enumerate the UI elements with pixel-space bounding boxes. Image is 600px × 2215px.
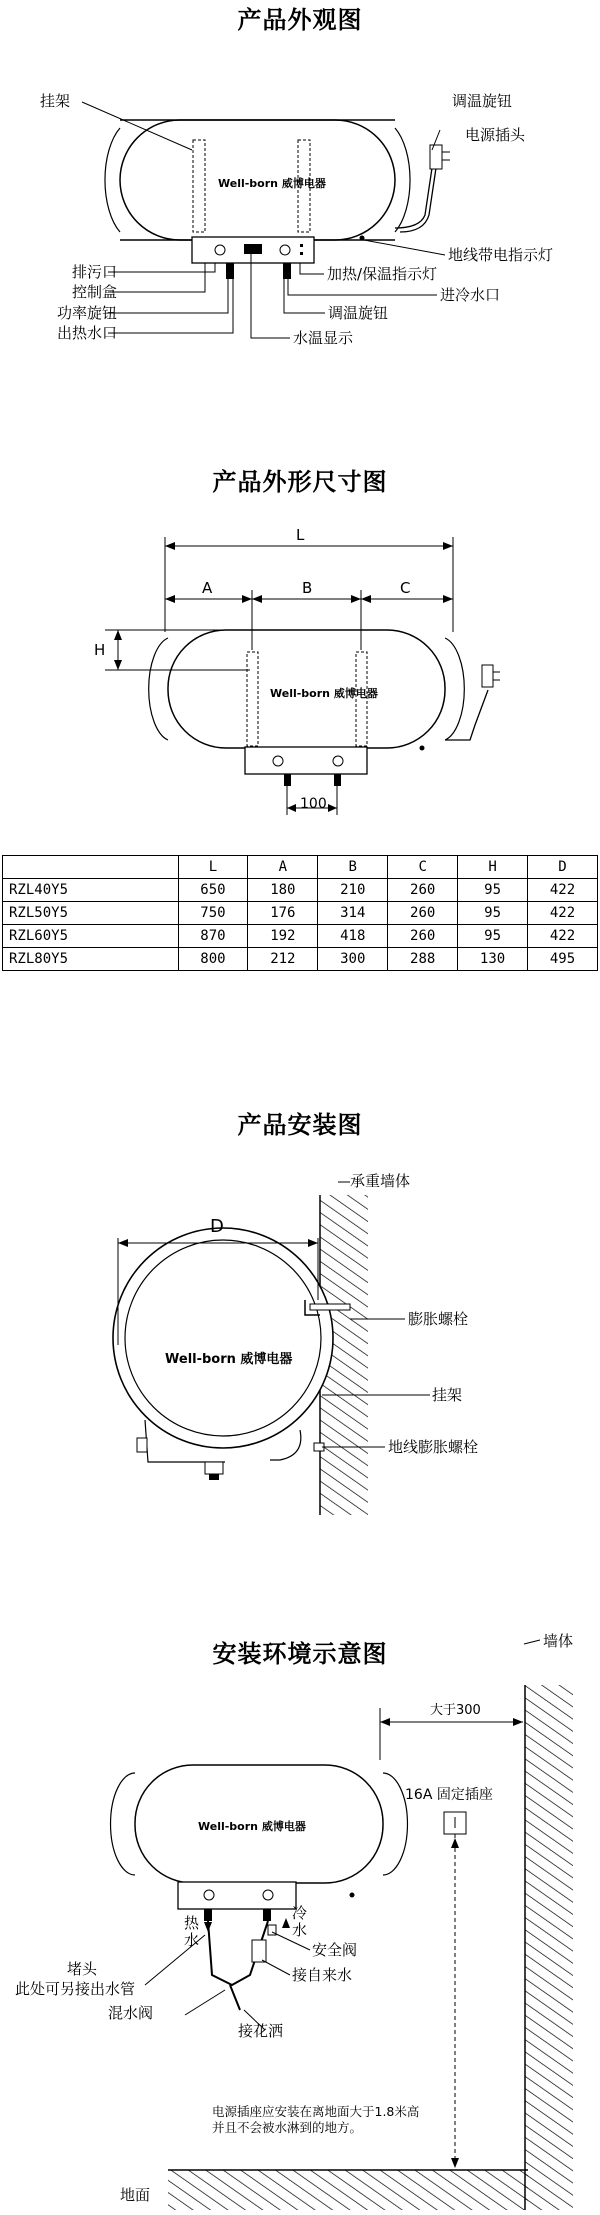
table-cell: 650 — [178, 879, 248, 902]
table-cell: 95 — [458, 902, 528, 925]
label-drain: 排污口 — [72, 263, 118, 281]
table-cell: 422 — [528, 925, 598, 948]
label-gap: 大于300 — [430, 1703, 481, 1718]
label-power-knob: 功率旋钮 — [57, 304, 118, 322]
dim-L: L — [296, 526, 305, 544]
table-cell: 260 — [388, 879, 458, 902]
table-cell: 288 — [388, 948, 458, 971]
dim-H: H — [94, 641, 106, 659]
spec-table — [2, 855, 598, 971]
label-hanger: 挂架 — [40, 92, 71, 110]
label-safety-valve: 安全阀 — [312, 1941, 358, 1959]
label-power-plug: 电源插头 — [465, 126, 526, 144]
appearance-title: 产品外观图 — [237, 6, 363, 34]
dim-D: D — [210, 1216, 224, 1237]
appearance-brand-logo: Well-born 威博电器 — [218, 177, 326, 190]
label-control-box: 控制盒 — [72, 283, 118, 301]
table-cell: 422 — [528, 879, 598, 902]
table-header — [3, 856, 179, 879]
label-wall: 墙体 — [543, 1632, 574, 1650]
label-ground-led: 地线带电指示灯 — [448, 246, 554, 264]
install-title: 产品安装图 — [237, 1111, 363, 1139]
table-cell: 314 — [318, 902, 388, 925]
label-socket: 16A 固定插座 — [405, 1787, 493, 1803]
table-row — [3, 925, 598, 948]
table-row — [3, 902, 598, 925]
appearance-heater — [105, 120, 450, 279]
env-wall — [525, 1685, 573, 2210]
label-cold-water: 冷水 — [292, 1904, 308, 1939]
table-cell: 95 — [458, 925, 528, 948]
table-cell: 422 — [528, 902, 598, 925]
label-heat-led: 加热/保温指示灯 — [327, 265, 438, 283]
label-temp-knob: 调温旋钮 — [328, 304, 389, 322]
dim-A: A — [202, 579, 213, 597]
env-brand-logo: Well-born 威博电器 — [198, 1820, 306, 1833]
table-cell: 176 — [248, 902, 318, 925]
table-row — [3, 879, 598, 902]
table-header: H — [458, 856, 528, 879]
table-header-row — [3, 856, 598, 879]
table-cell: 495 — [528, 948, 598, 971]
table-header: D — [528, 856, 598, 879]
table-cell: RZL60Y5 — [3, 925, 179, 948]
table-cell: 418 — [318, 925, 388, 948]
table-cell: RZL40Y5 — [3, 879, 179, 902]
table-cell: 210 — [318, 879, 388, 902]
dimension-brand-logo: Well-born 威博电器 — [270, 687, 378, 700]
table-cell: RZL80Y5 — [3, 948, 179, 971]
table-cell: 95 — [458, 879, 528, 902]
note-line-1: 电源插座应安装在离地面大于1.8米高 — [212, 2104, 420, 2119]
label-ground-bolt: 地线膨胀螺栓 — [388, 1438, 479, 1456]
dim-pipe-gap: 100 — [300, 796, 327, 812]
label-plug-head: 堵头 — [67, 1960, 98, 1978]
table-cell: RZL50Y5 — [3, 902, 179, 925]
dim-B: B — [302, 579, 313, 597]
label-shower: 接花洒 — [238, 2022, 284, 2040]
install-brand-logo: Well-born 威博电器 — [165, 1352, 293, 1367]
label-tap-water: 接自来水 — [292, 1966, 353, 1984]
label-ground: 地面 — [120, 2186, 151, 2204]
table-header: L — [178, 856, 248, 879]
label-expansion-bolt: 膨胀螺栓 — [408, 1310, 469, 1328]
label-hot-outlet: 出热水口 — [57, 324, 118, 342]
label-temp-display: 水温显示 — [293, 329, 354, 347]
table-cell: 260 — [388, 902, 458, 925]
table-cell: 750 — [178, 902, 248, 925]
table-cell: 180 — [248, 879, 318, 902]
table-header: B — [318, 856, 388, 879]
table-cell: 800 — [178, 948, 248, 971]
note-line-2: 并且不会被水淋到的地方。 — [212, 2120, 363, 2135]
table-cell: 300 — [318, 948, 388, 971]
table-cell: 260 — [388, 925, 458, 948]
environment-title: 安装环境示意图 — [212, 1640, 388, 1668]
label-install-hanger: 挂架 — [432, 1386, 463, 1404]
dimension-title: 产品外形尺寸图 — [212, 468, 388, 496]
table-cell: 192 — [248, 925, 318, 948]
table-header: C — [388, 856, 458, 879]
dimension-heater — [149, 630, 500, 786]
label-cold-inlet: 进冷水口 — [440, 286, 501, 304]
table-cell: 870 — [178, 925, 248, 948]
table-cell: 130 — [458, 948, 528, 971]
table-row — [3, 948, 598, 971]
table-cell: 212 — [248, 948, 318, 971]
label-hot-water: 热水 — [184, 1914, 200, 1949]
table-header: A — [248, 856, 318, 879]
env-ground — [168, 2170, 528, 2210]
dim-C: C — [400, 579, 411, 597]
label-bearing-wall: 承重墙体 — [350, 1172, 411, 1190]
label-extra-outlet: 此处可另接出水管 — [15, 1980, 136, 1998]
label-temp-knob-top: 调温旋钮 — [452, 92, 513, 110]
label-mixing-valve: 混水阀 — [108, 2004, 154, 2022]
